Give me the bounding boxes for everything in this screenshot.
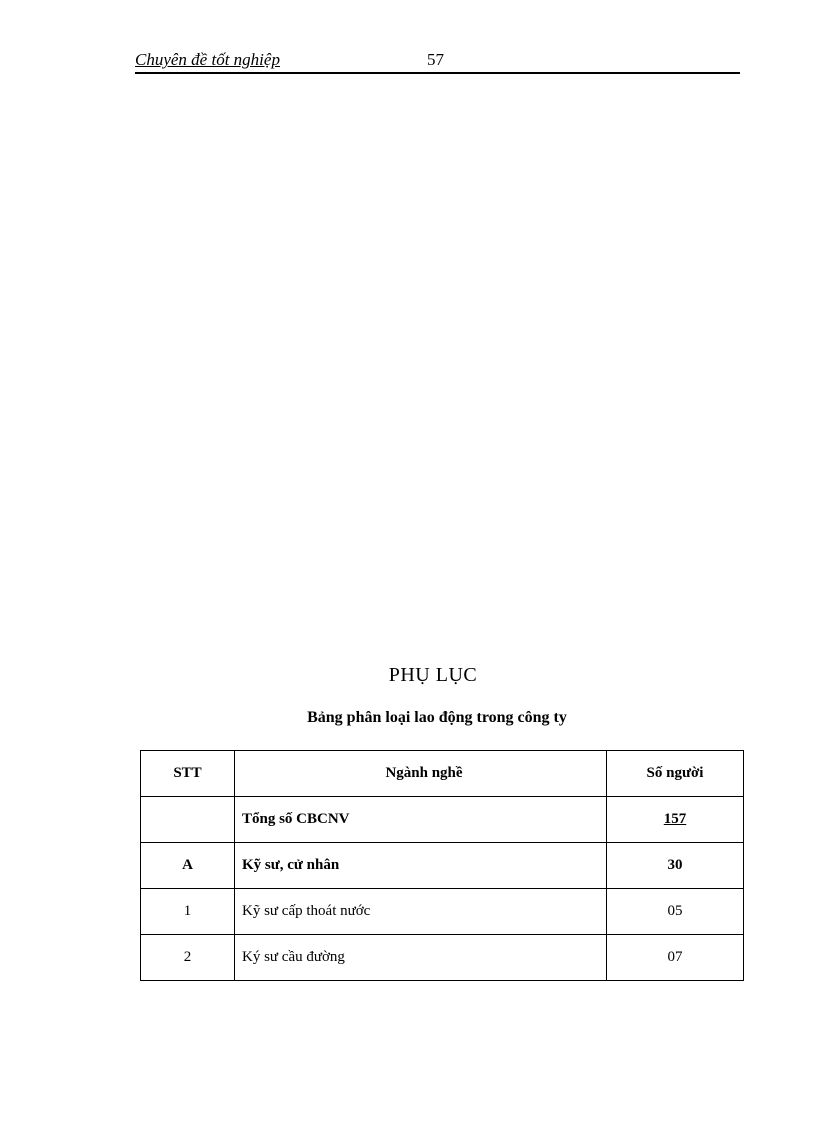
table-row <box>141 843 744 889</box>
header-count: Số người <box>607 751 744 797</box>
row-stt: 2 <box>141 935 235 981</box>
row-count: 07 <box>607 935 744 981</box>
page-number: 57 <box>427 50 444 69</box>
row-stt <box>141 797 235 843</box>
row-occupation: Ký sư cầu đường <box>235 935 607 981</box>
appendix-heading: PHỤ LỤC <box>388 664 478 686</box>
table-header-row <box>141 751 744 797</box>
row-count: 30 <box>607 843 744 889</box>
row-occupation: Kỹ sư cấp thoát nước <box>235 889 607 935</box>
row-count: 157 <box>607 797 744 843</box>
document-title: Chuyên đề tốt nghiệp <box>135 50 280 69</box>
header-stt: STT <box>141 751 235 797</box>
page-header <box>135 48 740 74</box>
table-row <box>141 935 744 981</box>
table-row <box>141 889 744 935</box>
row-stt: 1 <box>141 889 235 935</box>
table-caption: Bảng phân loại lao động trong công ty <box>307 709 567 726</box>
row-stt: A <box>141 843 235 889</box>
row-count: 05 <box>607 889 744 935</box>
labor-classification-table <box>140 750 744 981</box>
row-occupation: Tổng số CBCNV <box>235 797 607 843</box>
header-occupation: Ngành nghề <box>235 751 607 797</box>
table-row <box>141 797 744 843</box>
row-occupation: Kỹ sư, cử nhân <box>235 843 607 889</box>
